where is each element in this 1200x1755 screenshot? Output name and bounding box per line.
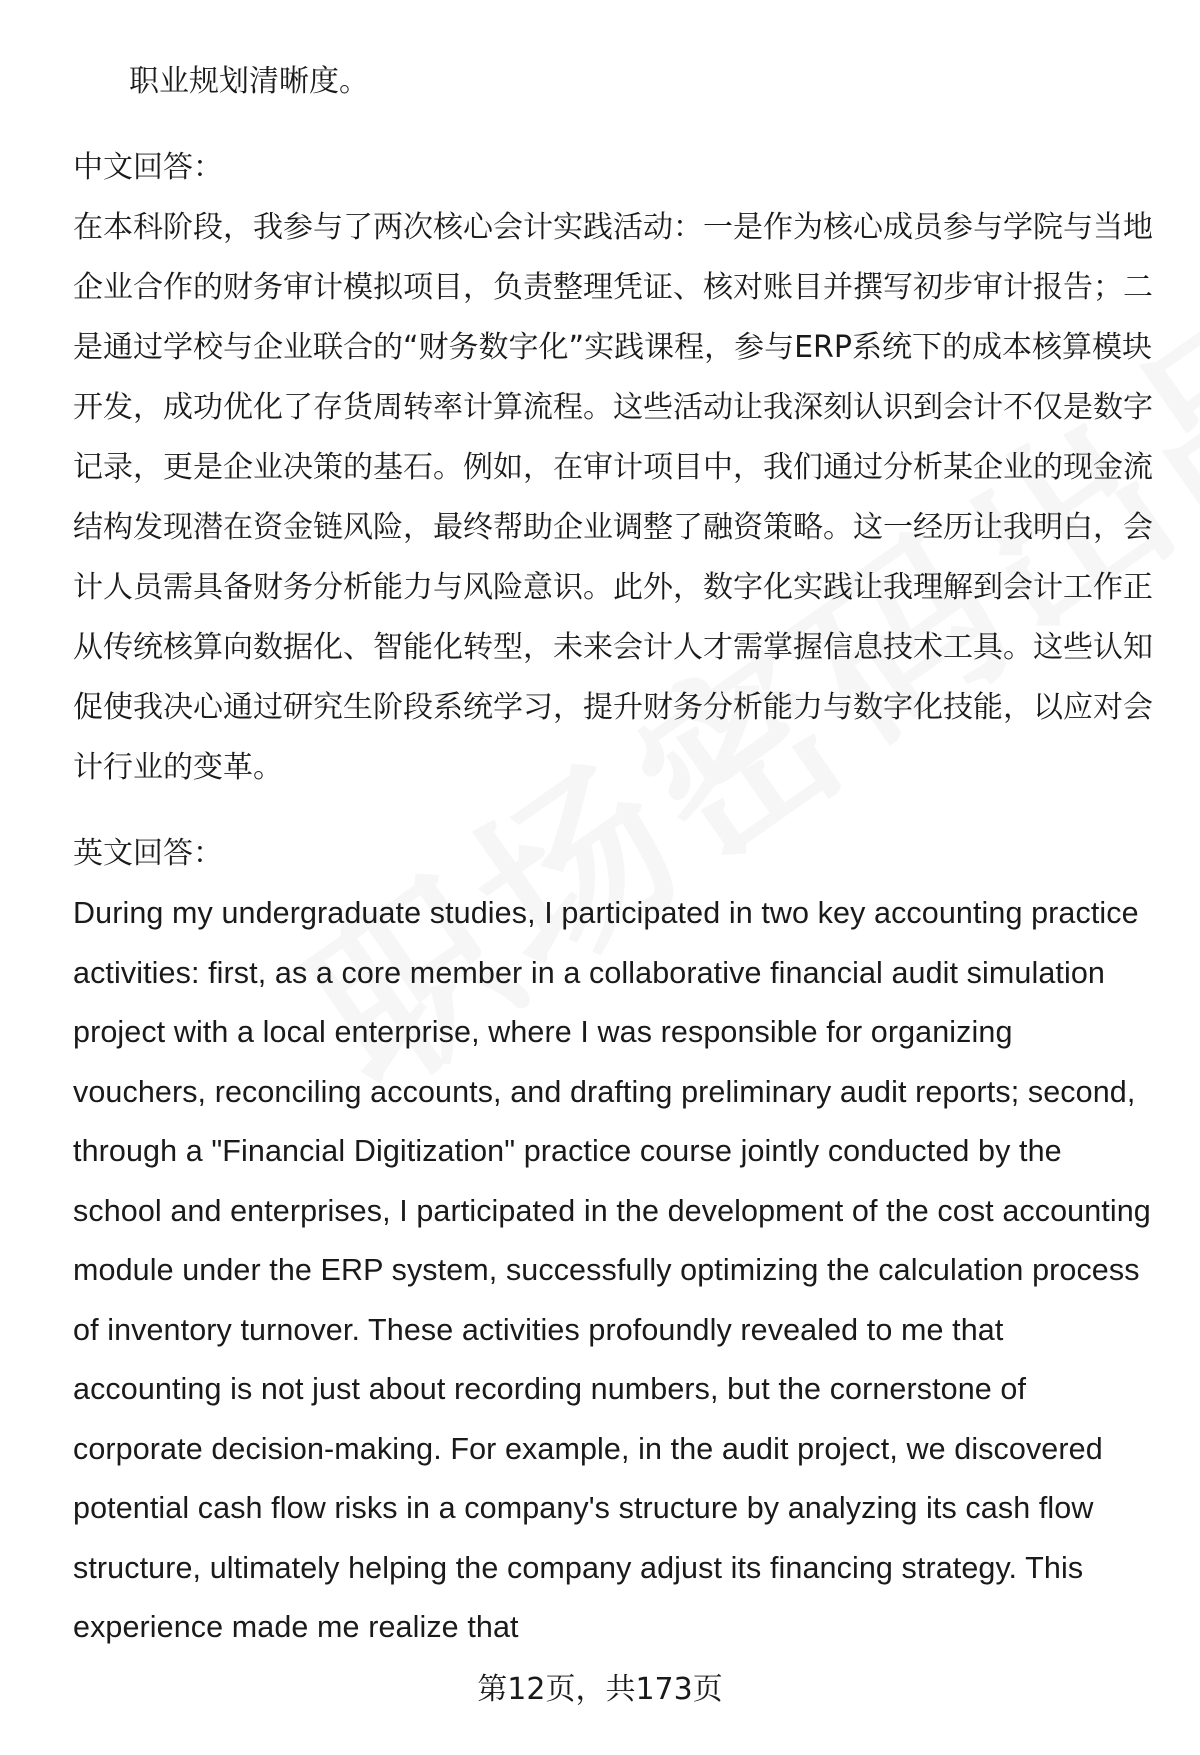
en-answer-paragraph: During my undergraduate studies, I participated in two key accounting practice activities: first, as a core member in a collaborative financial audit simulation project with a local enterprise, where I was responsible for organizing vouchers, reconciling accounts, and drafting preliminary audit reports; second, through a "Financial Digitization" practice course jointly conducted by the school and enterprises, I participated in the development of the cost accounting module under the ERP system, successfully optimizing the calculation process of inventory turnover. These activities profoundly revealed to me that accounting is not just about recording numbers, but the cornerstone of corporate decision-making. For example, in the audit project, we discovered potential cash flow risks in a company's structure by analyzing its cash flow structure, ultimately helping the company adjust its financing strategy. This experience made me realize that (73, 896, 1151, 1644)
document-body (73, 52, 1153, 1658)
spacer (73, 112, 1153, 138)
page-number: 第12页，共173页 (477, 1672, 723, 1707)
continued-line: 职业规划清晰度。 (129, 64, 369, 99)
cn-answer-label: 中文回答： (73, 150, 223, 185)
en-answer-label: 英文回答： (73, 836, 223, 871)
spacer (73, 798, 1153, 824)
cn-answer-paragraph: 在本科阶段，我参与了两次核心会计实践活动：一是作为核心成员参与学院与当地企业合作的财务审计模拟项目，负责整理凭证、核对账目并撰写初步审计报告；二是通过学校与企业联合的“财务数字化”实践课程，参与ERP系统下的成本核算模块开发，成功优化了存货周转率计算流程。这些活动让我深刻认识到会计不仅是数字记录，更是企业决策的基石。例如，在审计项目中，我们通过分析某企业的现金流结构发现潜在资金链风险，最终帮助企业调整了融资策略。这一经历让我明白，会计人员需具备财务分析能力与风险意识。此外，数字化实践让我理解到会计工作正从传统核算向数据化、智能化转型，未来会计人才需掌握信息技术工具。这些认知促使我决心通过研究生阶段系统学习，提升财务分析能力与数字化技能，以应对会计行业的变革。 (73, 210, 1153, 785)
